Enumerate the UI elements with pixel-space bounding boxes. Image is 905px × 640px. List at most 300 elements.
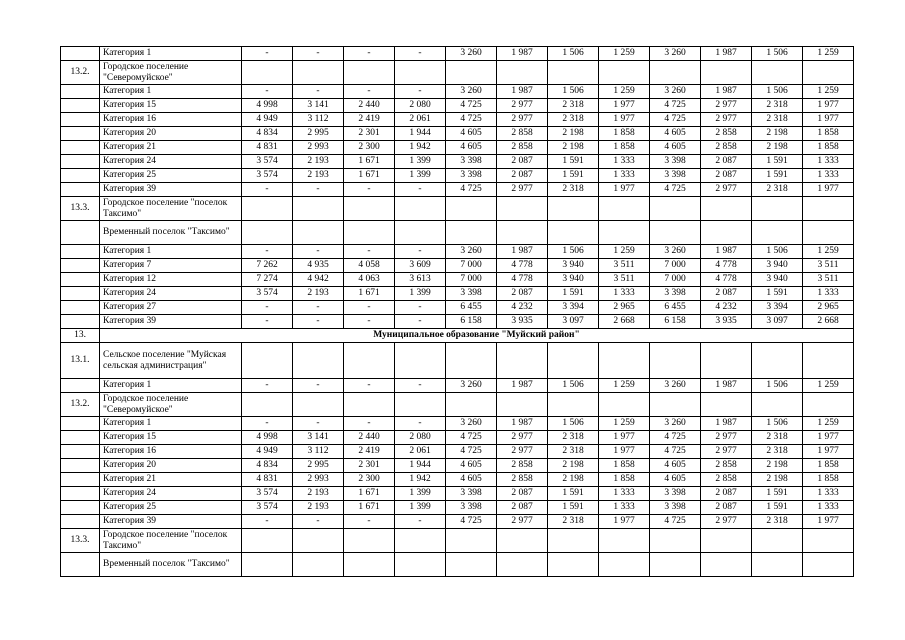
value-cell: 7 262 (242, 259, 293, 273)
value-cell: - (395, 183, 446, 197)
table-row (61, 155, 854, 169)
table-row (61, 127, 854, 141)
value-cell: 4 725 (650, 515, 701, 529)
value-cell: 3 141 (293, 431, 344, 445)
row-number (61, 379, 100, 393)
value-cell: 7 000 (650, 273, 701, 287)
value-cell: 3 935 (701, 315, 752, 329)
value-cell (446, 61, 497, 85)
row-label: Категория 39 (100, 515, 242, 529)
value-cell: 2 977 (701, 183, 752, 197)
value-cell: 1 591 (752, 169, 803, 183)
value-cell: 1 399 (395, 501, 446, 515)
table-row (61, 529, 854, 553)
row-label: Категория 16 (100, 445, 242, 459)
value-cell: 2 858 (701, 459, 752, 473)
row-number (61, 417, 100, 431)
value-cell (344, 197, 395, 221)
value-cell: 2 318 (752, 445, 803, 459)
value-cell (395, 553, 446, 577)
value-cell: 3 398 (446, 287, 497, 301)
value-cell (497, 553, 548, 577)
value-cell: 2 977 (497, 113, 548, 127)
value-cell: 1 591 (752, 287, 803, 301)
value-cell: 1 333 (599, 487, 650, 501)
value-cell: 1 977 (599, 431, 650, 445)
value-cell (803, 221, 854, 245)
row-number (61, 459, 100, 473)
value-cell: 1 858 (599, 459, 650, 473)
row-label: Категория 39 (100, 183, 242, 197)
value-cell: - (242, 301, 293, 315)
value-cell: - (293, 379, 344, 393)
value-cell (395, 61, 446, 85)
row-number (61, 445, 100, 459)
value-cell (497, 343, 548, 379)
value-cell: - (293, 183, 344, 197)
value-cell (548, 393, 599, 417)
value-cell (599, 343, 650, 379)
row-number (61, 273, 100, 287)
value-cell: 4 605 (446, 459, 497, 473)
row-number (61, 141, 100, 155)
value-cell: 2 087 (497, 287, 548, 301)
value-cell: 3 574 (242, 169, 293, 183)
value-cell: 4 942 (293, 273, 344, 287)
value-cell: 4 063 (344, 273, 395, 287)
value-cell: 2 318 (752, 515, 803, 529)
value-cell: 3 260 (446, 47, 497, 61)
value-cell: 1 858 (803, 127, 854, 141)
value-cell: 1 333 (599, 287, 650, 301)
row-number (61, 473, 100, 487)
row-label: Категория 20 (100, 459, 242, 473)
value-cell: 2 087 (701, 487, 752, 501)
value-cell: 1 506 (548, 245, 599, 259)
value-cell: 1 977 (803, 183, 854, 197)
row-number (61, 287, 100, 301)
value-cell (701, 221, 752, 245)
value-cell: 4 778 (701, 273, 752, 287)
value-cell: 2 977 (497, 515, 548, 529)
row-number (61, 315, 100, 329)
table-row (61, 417, 854, 431)
value-cell: 1 399 (395, 155, 446, 169)
value-cell (242, 61, 293, 85)
value-cell: 3 940 (548, 273, 599, 287)
value-cell (650, 343, 701, 379)
value-cell: 6 455 (446, 301, 497, 315)
row-label: Категория 27 (100, 301, 242, 315)
value-cell: 3 613 (395, 273, 446, 287)
value-cell: 3 260 (446, 417, 497, 431)
row-label: Городское поселение "Северомуйское" (100, 61, 242, 85)
table-row (61, 329, 854, 343)
row-number: 13.2. (61, 393, 100, 417)
value-cell: 1 259 (803, 245, 854, 259)
value-cell: 4 778 (497, 273, 548, 287)
value-cell (395, 197, 446, 221)
value-cell: 2 198 (548, 473, 599, 487)
value-cell: 2 858 (497, 459, 548, 473)
value-cell (752, 343, 803, 379)
value-cell: 3 398 (650, 169, 701, 183)
row-number: 13.1. (61, 343, 100, 379)
table-row (61, 245, 854, 259)
value-cell (242, 393, 293, 417)
value-cell: 3 260 (446, 85, 497, 99)
value-cell (650, 221, 701, 245)
value-cell: 2 977 (497, 99, 548, 113)
table-row (61, 85, 854, 99)
value-cell: 1 858 (599, 473, 650, 487)
value-cell: 1 987 (497, 417, 548, 431)
value-cell (650, 529, 701, 553)
value-cell (395, 343, 446, 379)
value-cell: 4 605 (650, 459, 701, 473)
value-cell: 3 260 (650, 85, 701, 99)
value-cell: 3 394 (548, 301, 599, 315)
table-row (61, 473, 854, 487)
value-cell: 1 591 (548, 155, 599, 169)
row-number (61, 301, 100, 315)
value-cell (650, 393, 701, 417)
value-cell: 2 668 (599, 315, 650, 329)
value-cell: 1 591 (752, 501, 803, 515)
value-cell (803, 197, 854, 221)
value-cell: 2 300 (344, 473, 395, 487)
value-cell: 1 858 (599, 141, 650, 155)
value-cell: - (395, 47, 446, 61)
value-cell: 1 671 (344, 287, 395, 301)
value-cell (752, 553, 803, 577)
value-cell: 1 942 (395, 473, 446, 487)
row-label: Городское поселение "поселок Таксимо" (100, 529, 242, 553)
value-cell: 3 940 (752, 273, 803, 287)
row-number (61, 99, 100, 113)
value-cell: 4 725 (446, 183, 497, 197)
value-cell (446, 221, 497, 245)
value-cell: 1 944 (395, 459, 446, 473)
value-cell: 1 333 (599, 169, 650, 183)
value-cell: 3 260 (650, 47, 701, 61)
value-cell: 6 158 (650, 315, 701, 329)
value-cell: 4 949 (242, 113, 293, 127)
row-label: Сельское поселение "Муйская сельская администрация" (100, 343, 242, 379)
value-cell: 2 977 (701, 113, 752, 127)
value-cell: 1 977 (803, 445, 854, 459)
table-row (61, 197, 854, 221)
value-cell: 2 318 (548, 183, 599, 197)
value-cell: 1 591 (752, 155, 803, 169)
row-number: 13.3. (61, 529, 100, 553)
value-cell: 2 301 (344, 459, 395, 473)
value-cell: 1 333 (599, 155, 650, 169)
value-cell: 2 965 (803, 301, 854, 315)
value-cell (701, 529, 752, 553)
row-number: 13.3. (61, 197, 100, 221)
value-cell: - (293, 515, 344, 529)
value-cell: 3 141 (293, 99, 344, 113)
value-cell (548, 221, 599, 245)
value-cell: 1 858 (599, 127, 650, 141)
value-cell: 1 259 (599, 85, 650, 99)
value-cell (242, 529, 293, 553)
value-cell: 1 942 (395, 141, 446, 155)
value-cell: 3 574 (242, 487, 293, 501)
value-cell: - (344, 47, 395, 61)
value-cell: 1 506 (752, 85, 803, 99)
value-cell (548, 553, 599, 577)
value-cell (497, 221, 548, 245)
value-cell: 2 995 (293, 127, 344, 141)
value-cell: - (242, 183, 293, 197)
value-cell: 1 591 (548, 287, 599, 301)
value-cell: - (293, 417, 344, 431)
section-title: Муниципальное образование "Муйский район" (100, 329, 854, 343)
value-cell: 3 097 (752, 315, 803, 329)
value-cell (446, 343, 497, 379)
table-row (61, 487, 854, 501)
row-number (61, 127, 100, 141)
value-cell: 1 977 (599, 183, 650, 197)
row-label: Категория 24 (100, 155, 242, 169)
row-number: 13.2. (61, 61, 100, 85)
value-cell (293, 197, 344, 221)
value-cell: 1 399 (395, 169, 446, 183)
value-cell: 3 398 (650, 501, 701, 515)
value-cell: 4 232 (701, 301, 752, 315)
row-number (61, 183, 100, 197)
table-row (61, 553, 854, 577)
value-cell (497, 529, 548, 553)
value-cell (701, 393, 752, 417)
tariff-table (60, 46, 854, 577)
value-cell: 2 440 (344, 99, 395, 113)
value-cell: 3 398 (650, 155, 701, 169)
value-cell: 2 087 (497, 501, 548, 515)
value-cell: - (395, 515, 446, 529)
value-cell: 7 000 (446, 259, 497, 273)
value-cell (446, 553, 497, 577)
value-cell: 2 198 (548, 459, 599, 473)
value-cell: - (344, 85, 395, 99)
value-cell: 2 440 (344, 431, 395, 445)
value-cell: 1 977 (599, 99, 650, 113)
value-cell: 3 940 (548, 259, 599, 273)
table-row (61, 501, 854, 515)
value-cell (803, 61, 854, 85)
value-cell: - (395, 315, 446, 329)
table-row (61, 379, 854, 393)
value-cell (803, 553, 854, 577)
value-cell: 6 158 (446, 315, 497, 329)
value-cell (650, 553, 701, 577)
value-cell: 4 725 (650, 99, 701, 113)
value-cell: 2 080 (395, 99, 446, 113)
value-cell: 3 398 (650, 287, 701, 301)
value-cell: - (395, 379, 446, 393)
value-cell: - (395, 301, 446, 315)
value-cell (548, 61, 599, 85)
row-label: Категория 1 (100, 85, 242, 99)
value-cell: 2 193 (293, 487, 344, 501)
value-cell: 4 605 (650, 127, 701, 141)
value-cell (293, 393, 344, 417)
value-cell: 1 977 (803, 515, 854, 529)
value-cell: 1 858 (803, 473, 854, 487)
row-number (61, 431, 100, 445)
value-cell: 4 998 (242, 431, 293, 445)
value-cell: 1 987 (701, 85, 752, 99)
value-cell (752, 221, 803, 245)
row-label: Городское поселение "Северомуйское" (100, 393, 242, 417)
value-cell: 1 671 (344, 487, 395, 501)
value-cell: 2 198 (752, 473, 803, 487)
value-cell: 1 591 (548, 487, 599, 501)
value-cell: 3 574 (242, 287, 293, 301)
value-cell: 2 977 (701, 515, 752, 529)
value-cell: 2 198 (752, 459, 803, 473)
value-cell: 4 725 (650, 445, 701, 459)
value-cell: 3 097 (548, 315, 599, 329)
value-cell: 4 834 (242, 459, 293, 473)
value-cell: 4 834 (242, 127, 293, 141)
value-cell: 3 609 (395, 259, 446, 273)
row-label: Категория 15 (100, 431, 242, 445)
value-cell (599, 61, 650, 85)
value-cell: 1 671 (344, 155, 395, 169)
value-cell (599, 393, 650, 417)
value-cell: 1 977 (599, 445, 650, 459)
value-cell: 3 511 (599, 259, 650, 273)
row-label: Категория 25 (100, 501, 242, 515)
table-row (61, 459, 854, 473)
value-cell: 4 998 (242, 99, 293, 113)
value-cell (548, 343, 599, 379)
value-cell: 2 087 (497, 155, 548, 169)
table-row (61, 169, 854, 183)
value-cell: 1 987 (497, 379, 548, 393)
table-row (61, 393, 854, 417)
value-cell: 1 259 (803, 379, 854, 393)
value-cell: 2 668 (803, 315, 854, 329)
value-cell (344, 343, 395, 379)
value-cell (395, 393, 446, 417)
value-cell: 4 058 (344, 259, 395, 273)
row-label: Категория 21 (100, 473, 242, 487)
value-cell: - (242, 85, 293, 99)
value-cell: - (344, 245, 395, 259)
value-cell: 2 858 (497, 141, 548, 155)
table-row (61, 61, 854, 85)
value-cell: 2 977 (497, 183, 548, 197)
value-cell: 4 778 (497, 259, 548, 273)
value-cell: 3 574 (242, 501, 293, 515)
value-cell: 2 977 (701, 431, 752, 445)
value-cell: 4 605 (650, 141, 701, 155)
value-cell (242, 197, 293, 221)
value-cell: 2 318 (752, 183, 803, 197)
table-row (61, 141, 854, 155)
value-cell: - (395, 245, 446, 259)
value-cell: 4 778 (701, 259, 752, 273)
row-number (61, 221, 100, 245)
value-cell: 2 087 (701, 169, 752, 183)
value-cell: 2 995 (293, 459, 344, 473)
value-cell (599, 529, 650, 553)
value-cell: 4 831 (242, 141, 293, 155)
value-cell (701, 61, 752, 85)
table-row (61, 445, 854, 459)
value-cell (344, 529, 395, 553)
value-cell: 1 259 (803, 47, 854, 61)
table-row (61, 287, 854, 301)
value-cell (293, 529, 344, 553)
value-cell (599, 553, 650, 577)
value-cell (803, 393, 854, 417)
value-cell (395, 529, 446, 553)
row-number (61, 501, 100, 515)
value-cell: 2 061 (395, 445, 446, 459)
value-cell: 4 605 (446, 473, 497, 487)
row-number (61, 515, 100, 529)
value-cell: 2 061 (395, 113, 446, 127)
value-cell: 1 259 (599, 379, 650, 393)
value-cell: - (293, 85, 344, 99)
value-cell (650, 197, 701, 221)
row-number (61, 85, 100, 99)
value-cell: 3 940 (752, 259, 803, 273)
value-cell: 2 318 (752, 431, 803, 445)
value-cell (293, 61, 344, 85)
value-cell: 7 000 (446, 273, 497, 287)
row-label: Категория 24 (100, 287, 242, 301)
value-cell: 1 987 (497, 245, 548, 259)
value-cell: 1 977 (803, 431, 854, 445)
value-cell: - (344, 183, 395, 197)
value-cell: 1 987 (701, 245, 752, 259)
row-number (61, 487, 100, 501)
value-cell: 3 260 (446, 379, 497, 393)
value-cell: 2 318 (548, 515, 599, 529)
value-cell: 2 087 (701, 501, 752, 515)
table-row (61, 315, 854, 329)
value-cell: 1 506 (548, 417, 599, 431)
value-cell: 2 198 (752, 141, 803, 155)
value-cell: 2 301 (344, 127, 395, 141)
value-cell: 2 419 (344, 445, 395, 459)
value-cell: - (293, 301, 344, 315)
row-label: Категория 15 (100, 99, 242, 113)
value-cell: 4 725 (650, 431, 701, 445)
row-label: Категория 24 (100, 487, 242, 501)
value-cell (497, 393, 548, 417)
value-cell: 2 858 (497, 473, 548, 487)
value-cell: 3 574 (242, 155, 293, 169)
value-cell (548, 197, 599, 221)
value-cell: - (242, 515, 293, 529)
value-cell: 1 506 (752, 417, 803, 431)
row-label: Категория 21 (100, 141, 242, 155)
value-cell (752, 61, 803, 85)
value-cell: - (344, 515, 395, 529)
value-cell: 1 333 (803, 155, 854, 169)
value-cell: - (344, 417, 395, 431)
value-cell: 1 977 (803, 113, 854, 127)
value-cell: 4 725 (446, 113, 497, 127)
value-cell (497, 197, 548, 221)
